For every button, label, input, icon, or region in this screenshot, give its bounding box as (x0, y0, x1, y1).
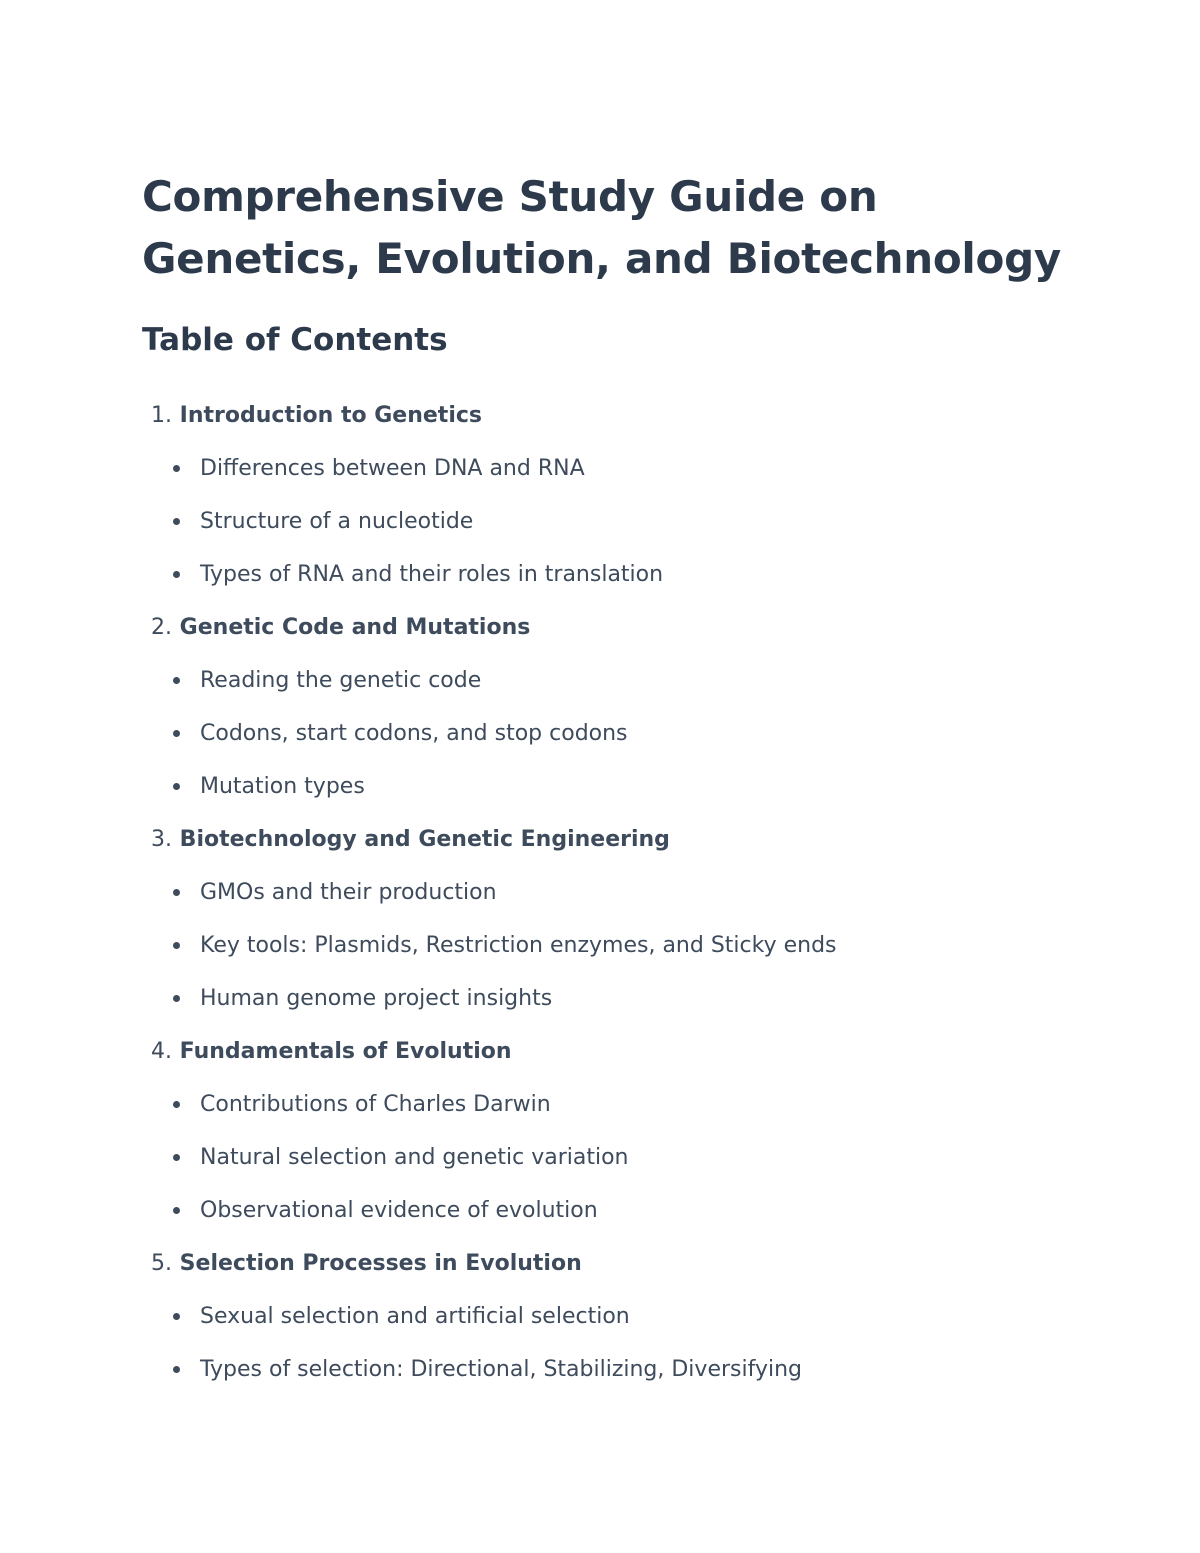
toc-subitems (142, 661, 1080, 820)
toc-section-label: Selection Processes in Evolution (179, 1251, 582, 1276)
bullet-icon (173, 995, 180, 1002)
list-item-text: Codons, start codons, and stop codons (200, 721, 628, 746)
toc-section (142, 820, 1080, 1032)
toc-section-title (142, 1032, 1080, 1085)
list-item (142, 873, 1080, 926)
list-item (142, 979, 1080, 1032)
title-line-2: Genetics, Evolution, and Biotechnology (142, 234, 1061, 283)
toc-subitems (142, 1297, 1080, 1403)
toc-section (142, 1244, 1080, 1403)
list-item (142, 1350, 1080, 1403)
toc-section-label: Fundamentals of Evolution (179, 1039, 512, 1064)
toc-section-number: 1. (151, 403, 172, 428)
document-title (142, 166, 1080, 290)
toc-section-title (142, 820, 1080, 873)
bullet-icon (173, 1154, 180, 1161)
list-item (142, 661, 1080, 714)
toc-section-number: 4. (151, 1039, 172, 1064)
toc-section-title (142, 396, 1080, 449)
bullet-icon (173, 889, 180, 896)
list-item-text: Types of selection: Directional, Stabilizing, Diversifying (200, 1357, 802, 1382)
list-item (142, 502, 1080, 555)
list-item (142, 926, 1080, 979)
toc-section-title (142, 1244, 1080, 1297)
bullet-icon (173, 571, 180, 578)
list-item-text: Differences between DNA and RNA (200, 456, 585, 481)
list-item-text: Observational evidence of evolution (200, 1198, 598, 1223)
bullet-icon (173, 783, 180, 790)
bullet-icon (173, 1207, 180, 1214)
list-item (142, 1138, 1080, 1191)
list-item (142, 1191, 1080, 1244)
toc-section-number: 3. (151, 827, 172, 852)
list-item-text: Natural selection and genetic variation (200, 1145, 629, 1170)
list-item-text: Structure of a nucleotide (200, 509, 474, 534)
toc-section (142, 1032, 1080, 1244)
toc-section (142, 396, 1080, 608)
list-item-text: Contributions of Charles Darwin (200, 1092, 551, 1117)
toc-subitems (142, 873, 1080, 1032)
list-item (142, 767, 1080, 820)
bullet-icon (173, 1101, 180, 1108)
toc-section-label: Biotechnology and Genetic Engineering (179, 827, 670, 852)
bullet-icon (173, 1366, 180, 1373)
bullet-icon (173, 942, 180, 949)
toc-section-number: 2. (151, 615, 172, 640)
toc-subitems (142, 449, 1080, 608)
list-item (142, 1085, 1080, 1138)
toc-section-title (142, 608, 1080, 661)
list-item-text: Human genome project insights (200, 986, 553, 1011)
bullet-icon (173, 465, 180, 472)
list-item-text: Key tools: Plasmids, Restriction enzymes, and Sticky ends (200, 933, 837, 958)
table-of-contents (142, 396, 1080, 1403)
bullet-icon (173, 677, 180, 684)
toc-section-label: Genetic Code and Mutations (179, 615, 531, 640)
toc-section (142, 608, 1080, 820)
list-item (142, 449, 1080, 502)
list-item (142, 555, 1080, 608)
list-item-text: Reading the genetic code (200, 668, 482, 693)
list-item-text: Types of RNA and their roles in translation (200, 562, 664, 587)
bullet-icon (173, 730, 180, 737)
toc-subitems (142, 1085, 1080, 1244)
toc-heading: Table of Contents (142, 322, 448, 358)
toc-section-number: 5. (151, 1251, 172, 1276)
bullet-icon (173, 1313, 180, 1320)
list-item-text: Sexual selection and artificial selection (200, 1304, 630, 1329)
toc-section-label: Introduction to Genetics (179, 403, 482, 428)
bullet-icon (173, 518, 180, 525)
list-item (142, 714, 1080, 767)
list-item-text: GMOs and their production (200, 880, 497, 905)
list-item (142, 1297, 1080, 1350)
title-line-1: Comprehensive Study Guide on (142, 172, 878, 221)
list-item-text: Mutation types (200, 774, 365, 799)
